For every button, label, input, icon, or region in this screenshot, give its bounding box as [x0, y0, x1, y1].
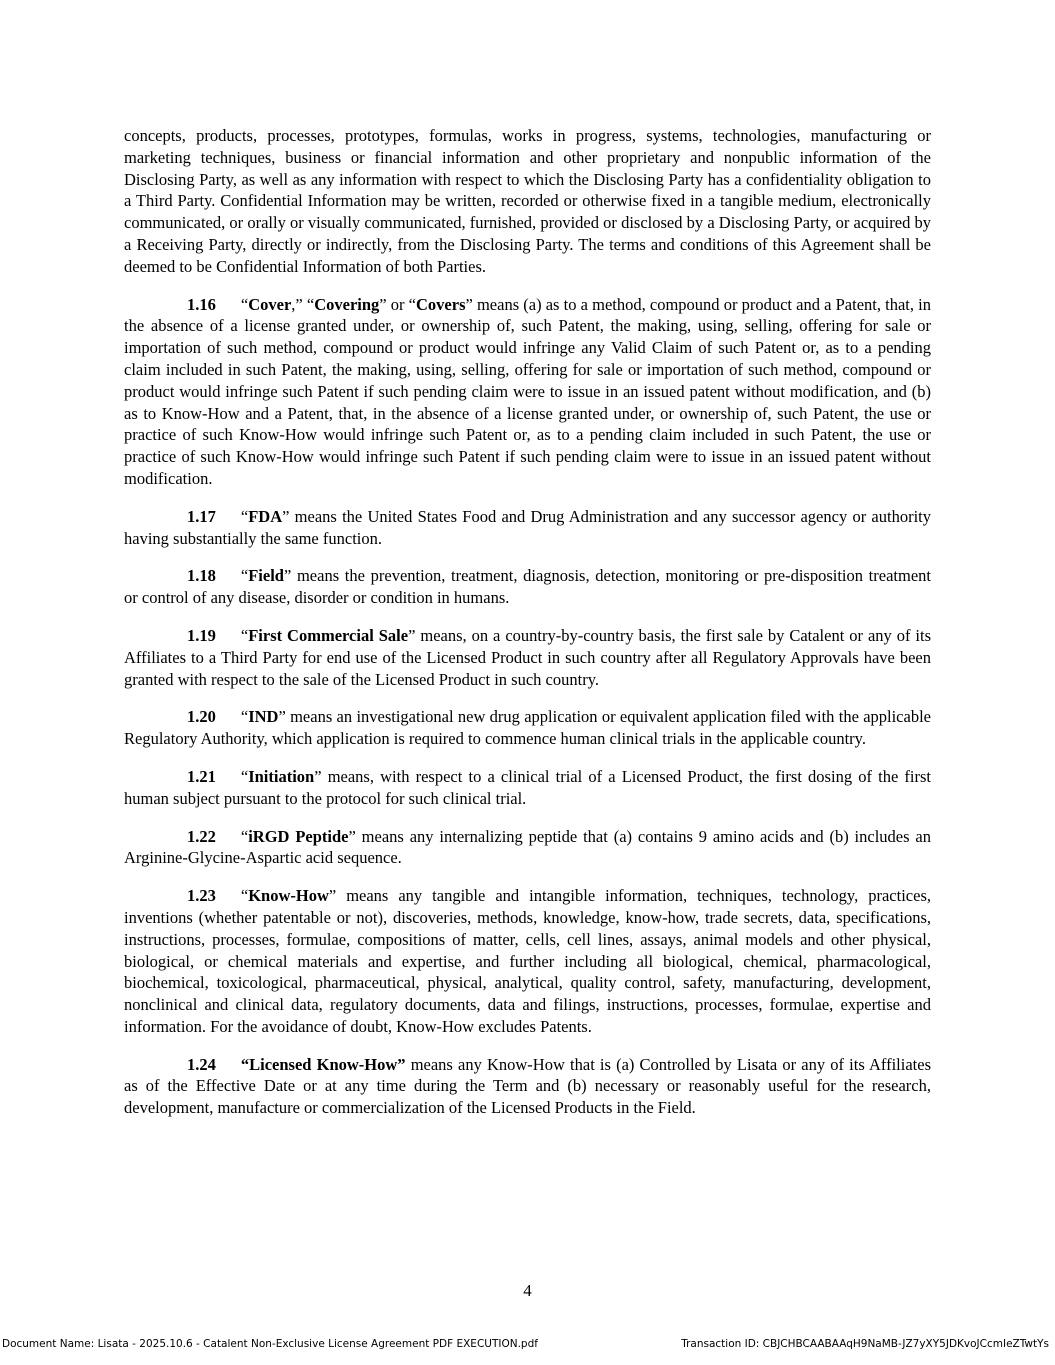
section-number: 1.18	[187, 566, 216, 586]
definition-1-24	[124, 1054, 931, 1119]
definition-1-19: 1.19 “First Commercial Sale” means, on a country-by-country basis, the first sale by Catalent or any of its Affiliates to a Third Party for end use of the Licensed Product in such country after all Regulatory Approvals have been granted with respect to the sale of the Licensed Product in such country.	[124, 625, 931, 689]
section-number: 1.20	[187, 707, 216, 727]
defined-term: IND	[248, 707, 279, 727]
definition-1-18: 1.18 “Field” means the prevention, treatment, diagnosis, detection, monitoring or pre-disposition treatment or control of any disease, disorder or condition in humans.	[124, 566, 931, 608]
section-number: 1.23	[187, 886, 216, 906]
definition-1-21: 1.21 “Initiation” means, with respect to a clinical trial of a Licensed Product, the first dosing of the first human subject pursuant to the protocol for such clinical trial.	[124, 766, 931, 808]
section-number: 1.22	[187, 826, 216, 846]
defined-term: “Licensed Know-How”	[240, 1054, 406, 1074]
defined-term: Covers	[416, 294, 466, 314]
defined-term: Field	[248, 566, 284, 586]
defined-term: Cover	[248, 294, 292, 314]
definition-1-16: 1.16 “Cover,” “Covering” or “Covers” means (a) as to a method, compound or product and a Patent, that, in the absence of a license granted under, or ownership of, such Patent, the making, using, selling, offering for sale or importation of such method, compound or product would infringe any Valid Claim of such Patent or, as to a pending claim included in such Patent, the making, using, selling, offering for sale or importation of such method, compound or product would infringe such Patent if such pending claim were to issue in an issued patent without modification, and (b) as to Know-How and a Patent, that, in the absence of a license granted under, or ownership of, such Patent, the use or practice of such Know-How would infringe such Patent or, as to a pending claim included in such Patent, the use or practice of such Know-How would infringe such Patent if such pending claim were to issue in an issued patent without modification.	[124, 294, 931, 488]
definition-continuation: concepts, products, processes, prototypes, formulas, works in progress, systems, technologies, manufacturing or marketing techniques, business or financial information and other proprietary and nonpublic information of the Disclosing Party, as well as any information with respect to which the Disclosing Party has a confidentiality obligation to a Third Party. Confidential Information may be written, recorded or otherwise fixed in a tangible medium, electronically communicated, or orally or visually communicated, furnished, provided or disclosed by a Disclosing Party, or acquired by a Receiving Party, directly or indirectly, from the Disclosing Party. The terms and conditions of this Agreement shall be deemed to be Confidential Information of both Parties.	[124, 126, 931, 276]
definition-text: ” means, on a country-by-country basis, the first sale by Catalent or any of its Affiliates to a Third Party for end use of the Licensed Product in such country after all Regulatory Approvals have been granted with respect to the sale of the Licensed Product in such country.	[124, 625, 931, 689]
section-number: 1.17	[187, 506, 216, 526]
section-number: 1.21	[187, 766, 216, 786]
definition-1-23: 1.23 “Know-How” means any tangible and intangible information, techniques, technology, practices, inventions (whether patentable or not), discoveries, methods, knowledge, know-how, trade secrets, data, specifications, instructions, processes, formulae, compositions of matter, cells, cell lines, assays, animal models and other physical, biological, or chemical materials and expertise, and further including all biological, chemical, pharmacological, biochemical, toxicological, pharmaceutical, physical, analytical, quality control, safety, manufacturing, development, nonclinical and clinical data, regulatory documents, data and filings, instructions, processes, formulae, expertise and information. For the avoidance of doubt, Know-How excludes Patents.	[124, 886, 931, 1036]
definition-text: ” means, with respect to a clinical trial of a Licensed Product, the first dosing of the first human subject pursuant to the protocol for such clinical trial.	[124, 766, 931, 808]
definition-text: means any Know-How that is (a) Controlled by Lisata or any of its Affiliates as of the Effective Date or at any time during the Term and (b) necessary or reasonably useful for the research, development, manufacture or commercialization of the Licensed Products in the Field.	[124, 1054, 932, 1118]
definition-text: ” means an investigational new drug application or equivalent application filed with the applicable Regulatory Authority, which application is required to commence human clinical trials in the applicable country.	[124, 707, 931, 749]
defined-term: Covering	[314, 294, 380, 314]
definition-1-20: 1.20 “IND” means an investigational new drug application or equivalent application filed with the applicable Regulatory Authority, which application is required to commence human clinical trials in the applicable country.	[124, 707, 931, 749]
defined-term: Initiation	[248, 766, 315, 786]
definition-1-17: 1.17 “FDA” means the United States Food and Drug Administration and any successor agency or authority having substantially the same function.	[124, 506, 931, 548]
defined-term: Know-How	[248, 886, 329, 906]
footer-document-name: Document Name: Lisata - 2025.10.6 - Catalent Non-Exclusive License Agreement PDF EXECUTION.pdf	[2, 1338, 538, 1350]
footer-transaction-id: Transaction ID: CBJCHBCAABAAqH9NaMB-JZ7yXY5JDKvoJCcmIeZTwtYs	[681, 1338, 1049, 1350]
definition-text: ” means the United States Food and Drug Administration and any successor agency or authority having substantially the same function.	[124, 506, 931, 548]
definition-text: ” means any tangible and intangible information, techniques, technology, practices, inventions (whether patentable or not), discoveries, methods, knowledge, know-how, trade secrets, data, specifications, instructions, processes, formulae, compositions of matter, cells, cell lines, assays, animal models and other physical, biological, or chemical materials and expertise, and further including all biological, chemical, pharmacological, biochemical, toxicological, pharmaceutical, physical, analytical, quality control, safety, manufacturing, development, nonclinical and clinical data, regulatory documents, data and filings, instructions, processes, formulae, expertise and information. For the avoidance of doubt, Know-How excludes Patents.	[124, 886, 931, 1036]
section-number: 1.24	[187, 1054, 216, 1074]
definition-text: ” means any internalizing peptide that (a) contains 9 amino acids and (b) includes an Arginine-Glycine-Aspartic acid sequence.	[124, 826, 931, 868]
document-body	[124, 125, 931, 1135]
defined-term: FDA	[248, 506, 283, 526]
definition-text: ” means (a) as to a method, compound or product and a Patent, that, in the absence of a license granted under, or ownership of, such Patent, the making, using, selling, offering for sale or importation of such method, compound or product would infringe any Valid Claim of such Patent or, as to a pending claim included in such Patent, the making, using, selling, offering for sale or importation of such method, compound or product would infringe such Patent if such pending claim were to issue in an issued patent without modification, and (b) as to Know-How and a Patent, that, in the absence of a license granted under, or ownership of, such Patent, the use or practice of such Know-How would infringe such Patent or, as to a pending claim included in such Patent, the use or practice of such Know-How would infringe such Patent if such pending claim were to issue in an issued patent without modification.	[124, 294, 931, 488]
definition-text: ” means the prevention, treatment, diagnosis, detection, monitoring or pre-disposition treatment or control of any disease, disorder or condition in humans.	[124, 566, 931, 608]
section-number: 1.16	[187, 294, 216, 314]
defined-term: iRGD Peptide	[248, 826, 349, 846]
definition-1-22: 1.22 “iRGD Peptide” means any internalizing peptide that (a) contains 9 amino acids and (b) includes an Arginine-Glycine-Aspartic acid sequence.	[124, 826, 931, 868]
defined-term: First Commercial Sale	[248, 625, 409, 645]
section-number: 1.19	[187, 625, 216, 645]
page-number: 4	[523, 1281, 532, 1300]
